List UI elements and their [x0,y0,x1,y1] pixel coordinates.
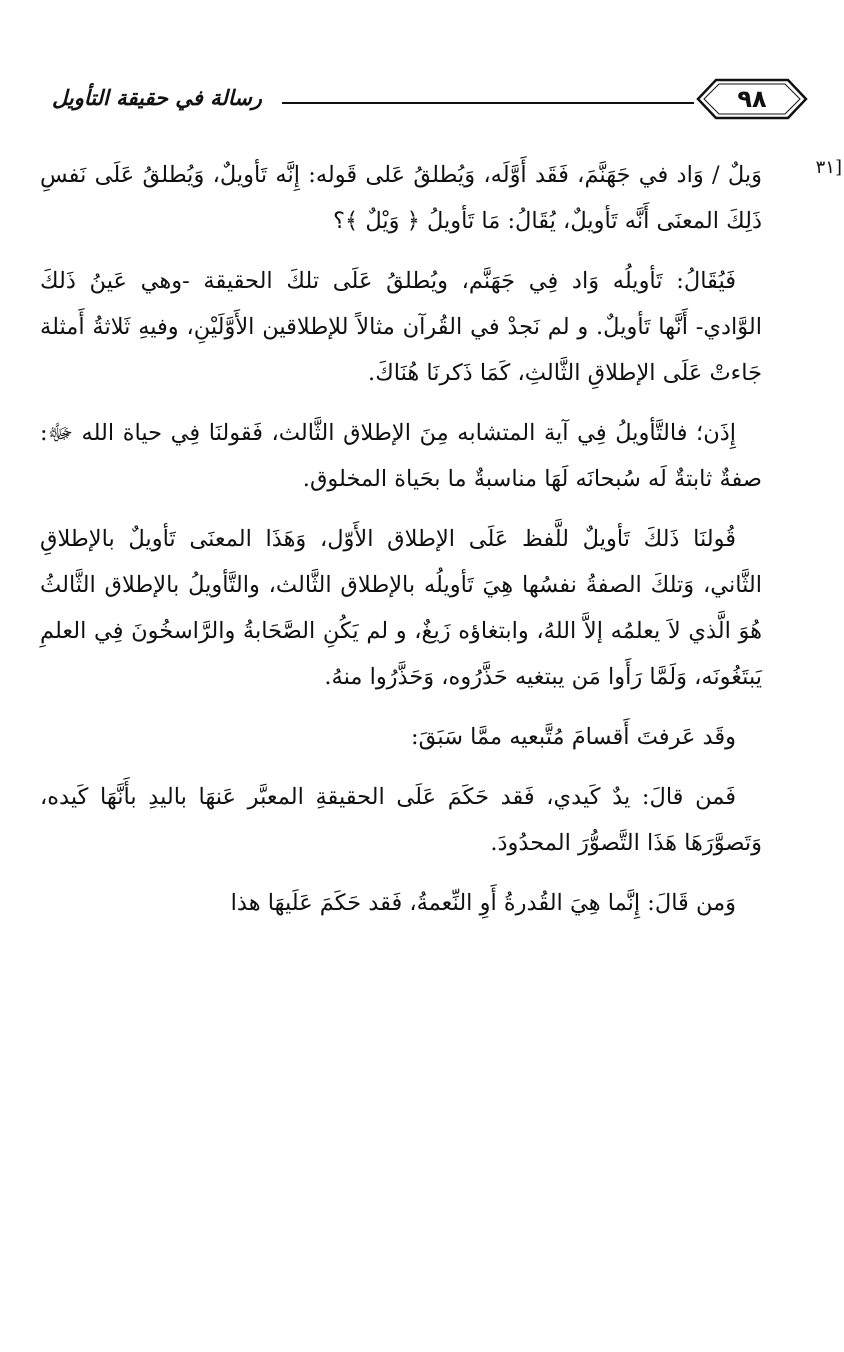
margin-note: [٣١ [815,157,842,178]
paragraph-4: قُولنَا ذَلكَ تَأويلٌ للَّفظ عَلَى الإطلاق الأَوّل، وَهَذَا المعنَى تَأويلٌ بالإطلاقِ الثَّاني، وَتلكَ الصفةُ نفسُها هِيَ تَأويلُه بالإطلاق الثَّالث، والتَّأويلُ بالإطلاق الثَّالثُ هُوَ الَّذي لاَ يعلمُه إلاَّ اللهُ، وابتغاؤه زَيغٌ، و لم يَكُنِ الصَّحَابةُ والرَّاسخُونَ فِي العلمِ يَبتَغُونَه، وَلَمَّا رَأَوا مَن يبتغيه حَذَّرُوه، وَحَذَّرُوا منهُ. [40,526,762,690]
page-header [40,72,810,128]
header-rule [282,102,694,104]
paragraph-1: وَيلٌ / وَاد في جَهَنَّمَ، فَقَد أَوَّلَه، وَيُطلقُ عَلى قَوله: إِنَّه تَأويلٌ، وَيُطلقُ عَلَى نَفسِ ذَلِكَ المعنَى أَنَّه تَأويلٌ، يُقَالُ: مَا تَأويلُ ﴿ وَيْلٌ ﴾؟ [40,162,762,234]
page-number-badge [694,76,810,122]
page-number: ٩٨ [737,85,767,113]
paragraph-2: فَيُقَالُ: تَأويلُه وَاد فِي جَهَنَّم، ويُطلقُ عَلَى تلكَ الحقيقة -وهي عَينُ ذَلكَ الوَّادي- أَنَّها تَأويلٌ. و لم نَجدْ في القُرآن مثالاً للإطلاقين الأَوَّلَيْنِ، وفيهِ ثَلاثةُ أَمثلة جَاءتْ عَلَى الإطلاقِ الثَّالثِ، كَمَا ذَكرنَا هُنَاكَ. [40,268,762,386]
paragraph-7: وَمن قَالَ: إِنَّما هِيَ القُدرةُ أَوِ النِّعمةُ، فَقد حَكَمَ عَلَيهَا هذا [230,890,736,916]
paragraph-3: إِذَن؛ فالتَّأويلُ فِي آية المتشابه مِنَ الإطلاق الثَّالث، فَقولنَا فِي حياة الله ﷻ: صفةٌ ثابتةٌ لَه سُبحانَه لَهَا مناسبةٌ ما بحَياة المخلوق. [40,420,762,492]
paragraph-5: وقَد عَرفتَ أَقسامَ مُتَّبعيه ممَّا سَبَقَ: [411,724,736,750]
page-body [40,152,762,940]
running-title: رسالة في حقيقة التأويل [52,86,262,110]
paragraph-6: فَمن قالَ: يدٌ كَيدي، فَقد حَكَمَ عَلَى الحقيقةِ المعبَّر عَنهَا باليدِ بأَنَّهَا كَيده، وَتَصوَّرَهَا هَذَا التَّصوُّرَ المحدُودَ. [40,784,762,856]
